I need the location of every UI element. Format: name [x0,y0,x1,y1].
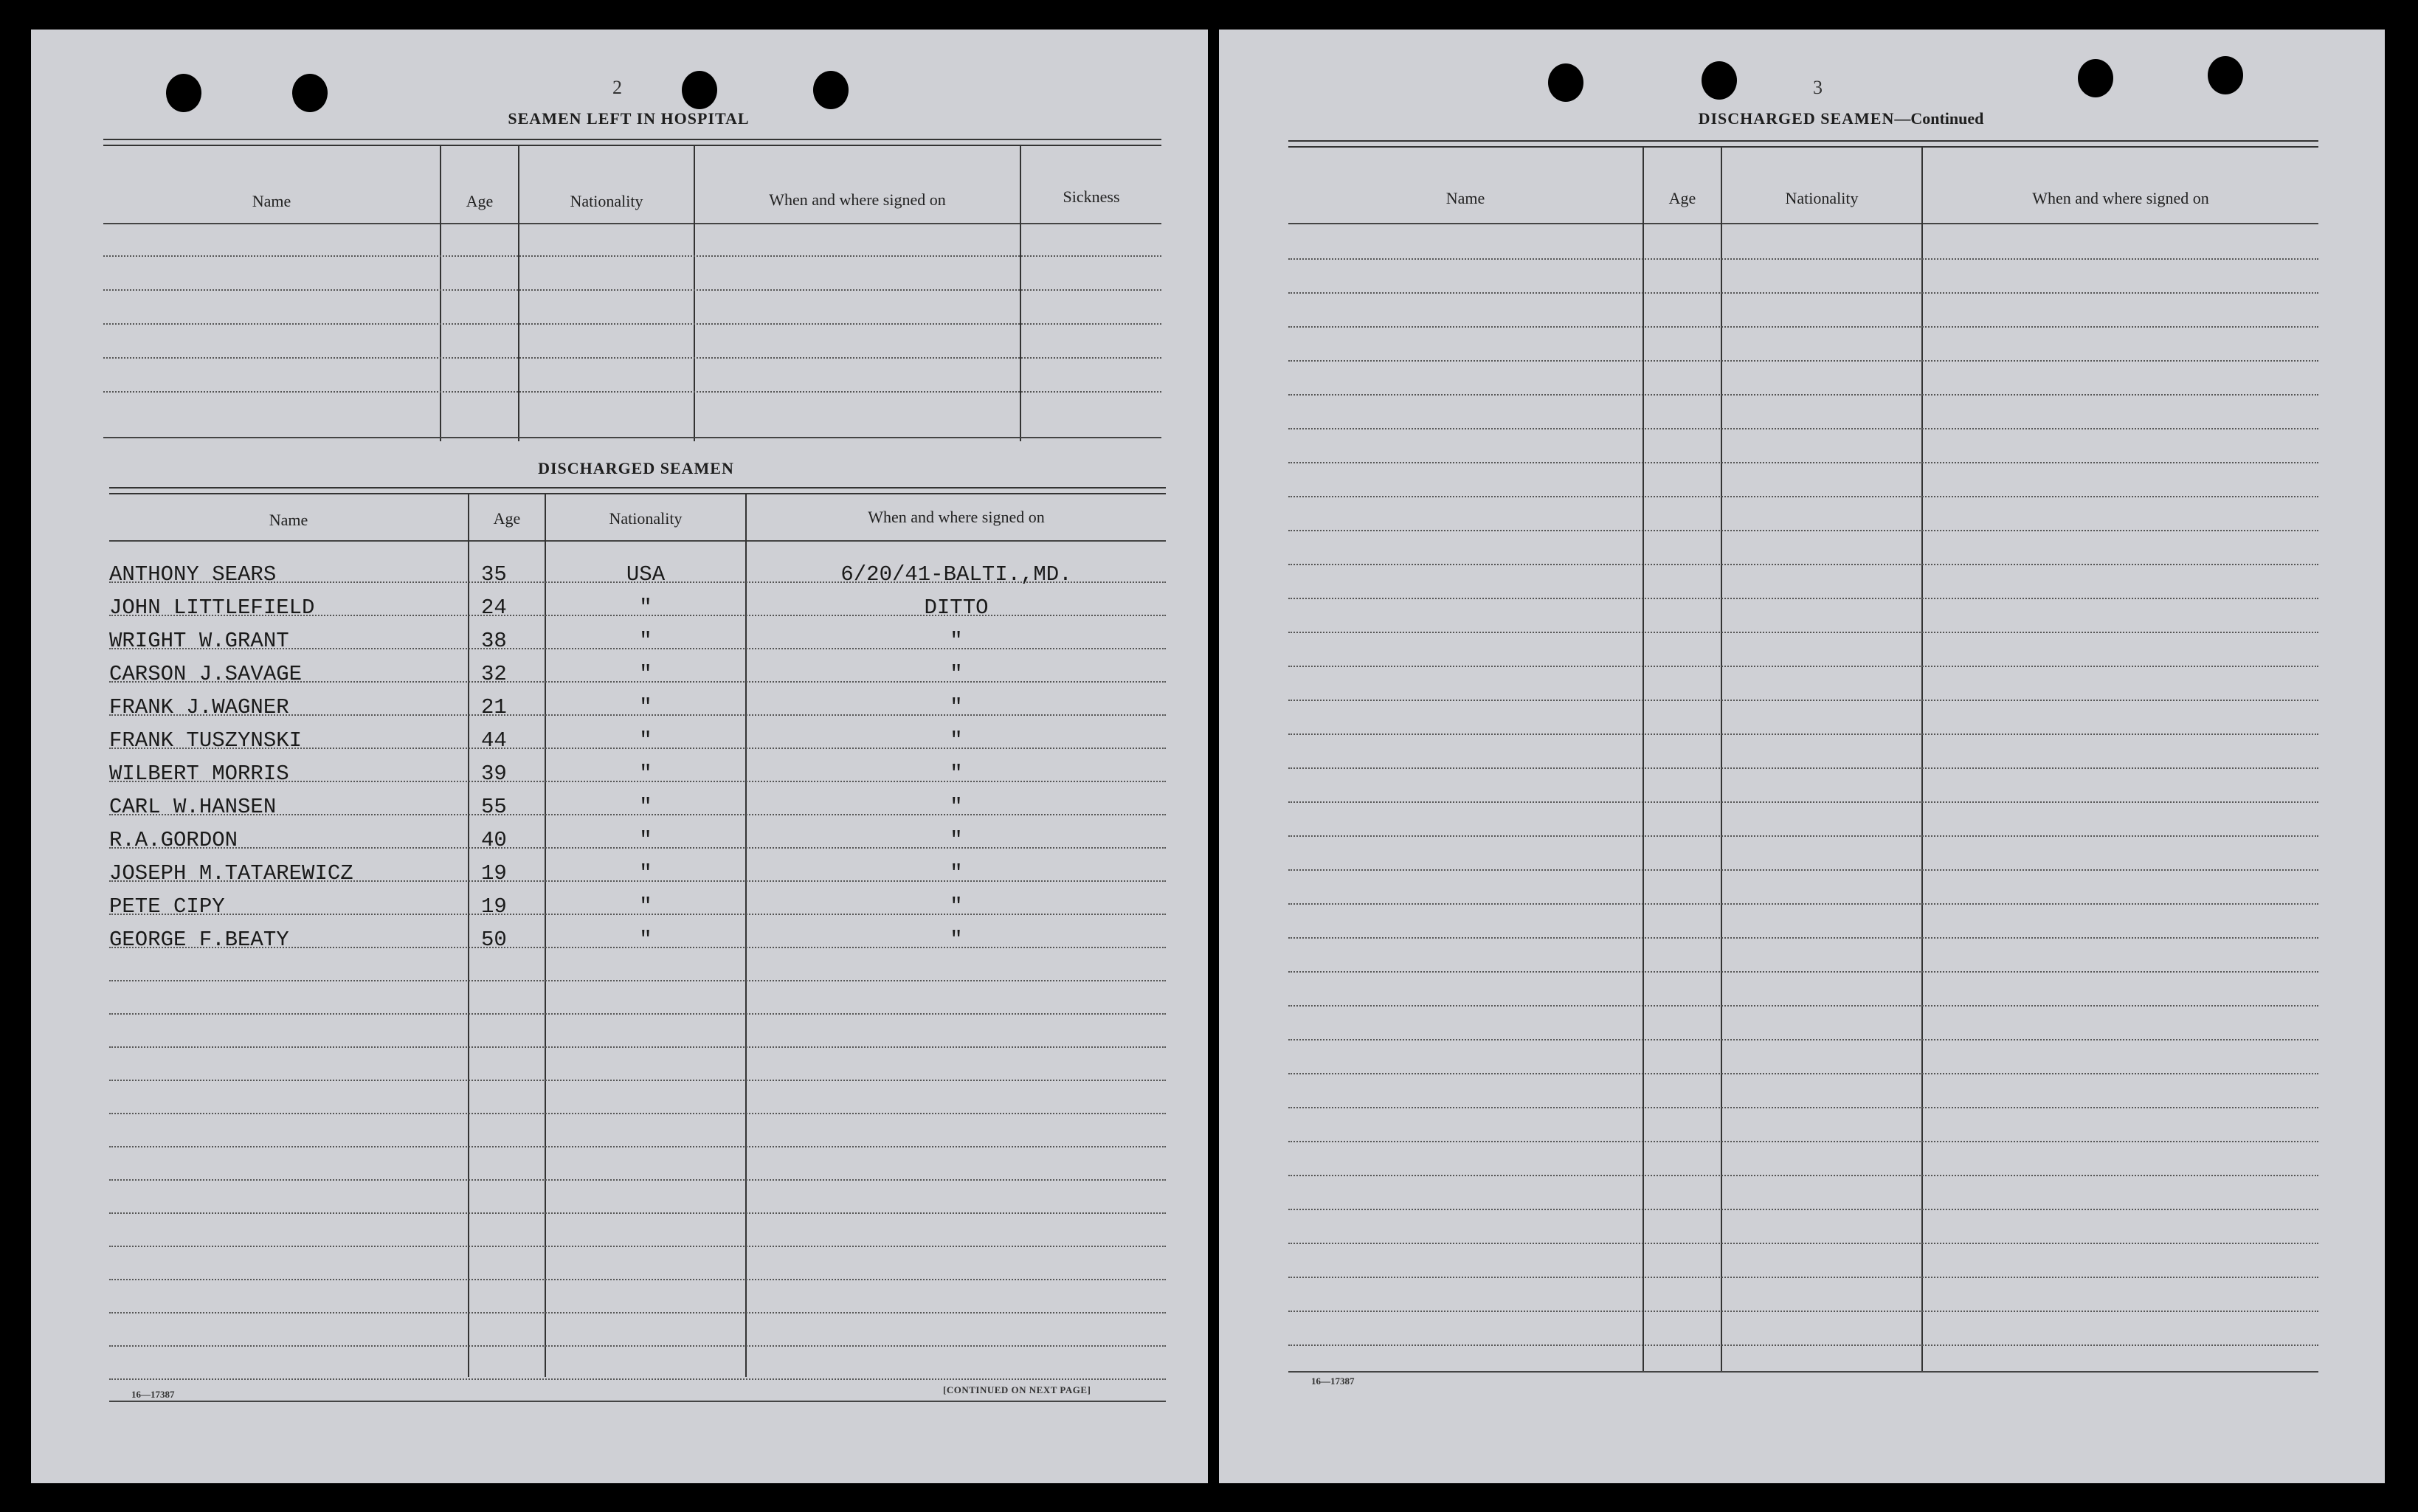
cell-name: PETE CIPY [109,894,225,919]
ruled-line [1288,326,2318,328]
punch-hole [1702,61,1737,100]
cell-signed-on: " [950,861,963,886]
cell-name: R.A.GORDON [109,828,238,852]
ruled-line [1288,564,2318,565]
cell-nationality: " [639,695,652,719]
cell-name: JOHN LITTLEFIELD [109,596,315,620]
ruled-line [109,1146,1166,1147]
table-row [109,825,1166,855]
cell-age: 35 [481,562,507,587]
ruled-line [1288,1344,2318,1346]
table-row [109,891,1166,921]
ruled-line [1288,971,2318,973]
ruled-line [1288,428,2318,429]
cell-age: 44 [481,728,507,753]
cell-signed-on: " [950,629,963,653]
ruled-line [109,1279,1166,1280]
cell-signed-on: " [950,695,963,719]
cell-nationality: " [639,894,652,919]
cell-name: CARL W.HANSEN [109,795,277,819]
cell-age: 38 [481,629,507,653]
ruled-line [1288,598,2318,599]
punch-hole [166,74,201,112]
ruled-line [1288,733,2318,735]
punch-hole [2208,56,2243,94]
ruled-line [109,1246,1166,1247]
cell-signed-on: " [950,828,963,852]
cell-signed-on: " [950,662,963,686]
cell-signed-on: 6/20/41-BALTI.,MD. [840,562,1072,587]
cell-name: WRIGHT W.GRANT [109,629,289,653]
ruled-line [109,1113,1166,1114]
form-number: 16—17387 [131,1389,175,1400]
cell-nationality: " [639,629,652,653]
cell-nationality: " [639,828,652,852]
ruled-line [1288,801,2318,803]
cell-age: 40 [481,828,507,852]
continued-table [1288,140,2318,1396]
cell-nationality: " [639,596,652,620]
ruled-line [1288,666,2318,667]
page-number: 3 [1813,77,1823,98]
ruled-line [1288,462,2318,463]
cell-age: 19 [481,861,507,886]
cell-name: FRANK TUSZYNSKI [109,728,303,753]
cell-name: ANTHONY SEARS [109,562,277,587]
cell-age: 19 [481,894,507,919]
cell-age: 39 [481,762,507,786]
ruled-line [1288,903,2318,905]
table-row [109,792,1166,821]
page-number: 2 [612,77,622,98]
hospital-table [103,139,1161,441]
table-row [109,692,1166,722]
ruled-line [1288,258,2318,260]
cell-nationality: " [639,662,652,686]
cell-nationality: " [639,762,652,786]
ruled-line [1288,1039,2318,1040]
col-header-nationality: Nationality [609,509,683,528]
cell-signed-on: " [950,728,963,753]
cell-nationality: " [639,928,652,952]
ruled-line [109,1212,1166,1214]
ruled-line [109,1013,1166,1015]
cell-age: 55 [481,795,507,819]
col-header-name: Name [1445,189,1485,207]
hospital-section-title: SEAMEN LEFT IN HOSPITAL [508,109,750,128]
ruled-line [1288,700,2318,701]
ruled-line [1288,496,2318,497]
ruled-line [1288,1311,2318,1312]
punch-hole [682,71,717,109]
ruled-line [1288,1107,2318,1108]
cell-nationality: " [639,728,652,753]
cell-name: CARSON J.SAVAGE [109,662,303,686]
cell-nationality: USA [626,562,666,587]
title-main: DISCHARGED SEAMEN [1698,109,1895,128]
ruled-line [109,1046,1166,1048]
right-page [1219,30,2385,1483]
discharged-table [109,487,1166,1377]
table-row [109,725,1166,755]
col-header-sickness: Sickness [1063,187,1120,206]
title-suffix: —Continued [1894,109,1984,128]
ruled-line [1288,632,2318,633]
ruled-line [1288,1277,2318,1278]
ruled-line [1288,1209,2318,1210]
cell-name: FRANK J.WAGNER [109,695,289,719]
ruled-line [1288,360,2318,362]
col-header-signed-on: When and where signed on [2032,189,2209,207]
left-page [31,30,1208,1483]
ruled-line [109,1378,1166,1380]
form-number: 16—17387 [1311,1375,1355,1387]
ruled-line [1288,869,2318,871]
ruled-line [1288,835,2318,837]
ruled-line [109,1345,1166,1347]
cell-signed-on: " [950,894,963,919]
cell-name: JOSEPH M.TATAREWICZ [109,861,353,886]
table-row [109,559,1166,589]
col-header-signed-on: When and where signed on [868,508,1045,526]
table-row [109,759,1166,788]
punch-hole [2078,59,2113,97]
col-header-age: Age [493,509,521,528]
table-row [109,858,1166,888]
ruled-line [1288,937,2318,939]
cell-name: GEORGE F.BEATY [109,928,289,952]
punch-hole [292,74,328,112]
ruled-line [1288,1005,2318,1007]
ruled-line [109,1179,1166,1181]
col-header-signed-on: When and where signed on [769,190,946,209]
cell-signed-on: " [950,762,963,786]
cell-name: WILBERT MORRIS [109,762,289,786]
cell-age: 32 [481,662,507,686]
table-row [109,593,1166,622]
continued-note: [CONTINUED ON NEXT PAGE] [943,1384,1091,1395]
table-row [109,925,1166,954]
ruled-line [109,1080,1166,1081]
punch-hole [1548,63,1583,102]
ruled-line [109,980,1166,981]
ruled-line [1288,1073,2318,1074]
cell-nationality: " [639,861,652,886]
col-header-nationality: Nationality [570,192,643,210]
col-header-age: Age [1668,189,1696,207]
cell-age: 21 [481,695,507,719]
ruled-line [1288,1141,2318,1142]
col-header-age: Age [466,192,494,210]
discharged-section-title: DISCHARGED SEAMEN [538,459,734,477]
cell-nationality: " [639,795,652,819]
discharged-continued-title [1550,109,2132,128]
col-header-name: Name [252,192,291,210]
cell-signed-on: " [950,928,963,952]
ruled-line [1288,767,2318,769]
ruled-line [109,1312,1166,1313]
col-header-name: Name [269,511,308,529]
cell-signed-on: DITTO [924,596,989,620]
cell-signed-on: " [950,795,963,819]
punch-hole [813,71,849,109]
ruled-line [1288,530,2318,531]
table-row [109,626,1166,655]
ruled-line [1288,394,2318,396]
ruled-line [1288,292,2318,294]
cell-age: 24 [481,596,507,620]
cell-age: 50 [481,928,507,952]
table-row [109,659,1166,688]
ruled-line [1288,1243,2318,1244]
col-header-nationality: Nationality [1785,189,1859,207]
ruled-line [1288,1175,2318,1176]
